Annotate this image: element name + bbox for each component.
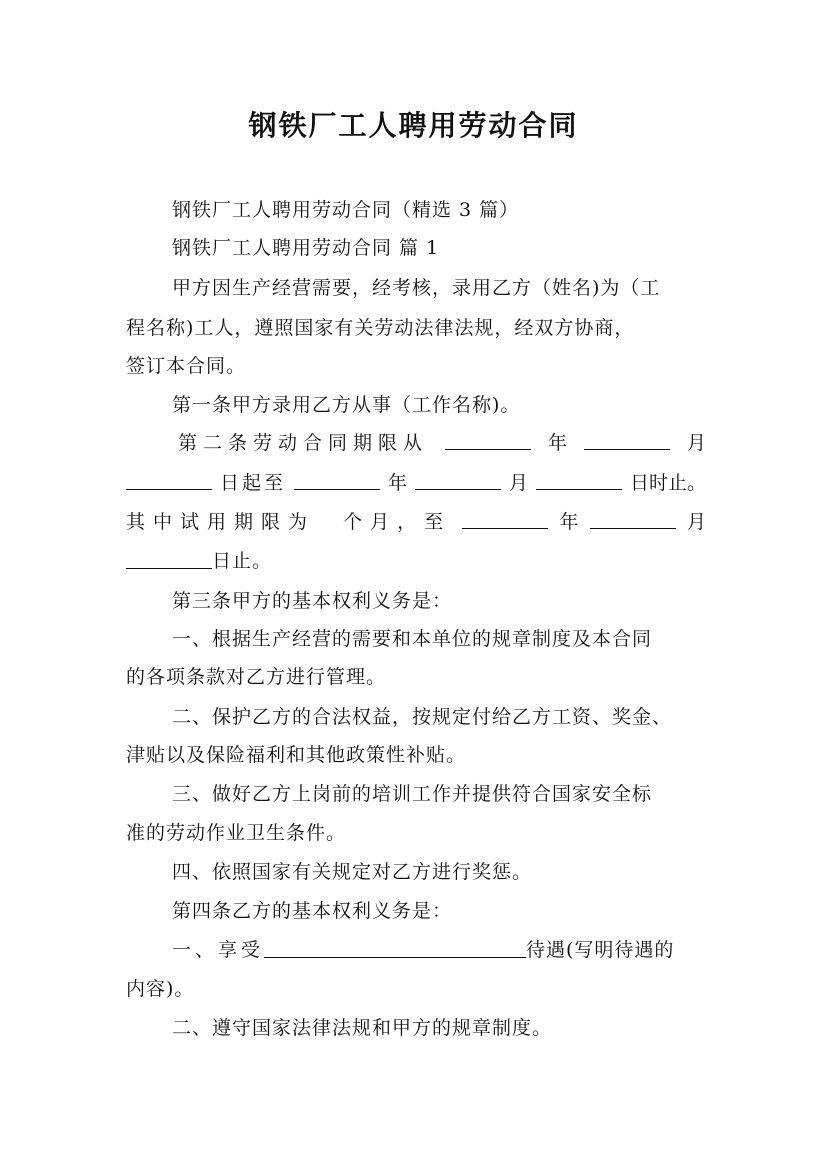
article-3-item2-line2: 津贴以及保险福利和其他政策性补贴。	[126, 744, 467, 766]
date-blank	[126, 471, 212, 490]
paragraph-intro-line1: 甲方因生产经营需要，经考核，录用乙方（姓名)为（工	[172, 277, 661, 299]
article-1: 第一条甲方录用乙方从事（工作名称)。	[172, 394, 521, 416]
date-blank	[126, 550, 212, 569]
document-title: 钢铁厂工人聘用劳动合同	[248, 109, 579, 142]
date-blank	[462, 510, 548, 529]
date-blank	[590, 510, 676, 529]
date-blank	[415, 471, 501, 490]
article-3-item4: 四、依照国家有关规定对乙方进行奖惩。	[172, 861, 533, 883]
date-blank	[294, 471, 380, 490]
article-4: 第四条乙方的基本权利义务是：	[172, 900, 453, 922]
text-fragment: 日时止。	[629, 472, 706, 494]
text-fragment: 月	[686, 511, 706, 533]
article-3-item3-line1: 三、做好乙方上岗前的培训工作并提供符合国家安全标	[172, 783, 653, 805]
article-4-item1-line1	[172, 938, 706, 962]
subtitle: 钢铁厂工人聘用劳动合同（精选 3 篇）	[172, 199, 520, 221]
text-fragment: 一、享受	[172, 939, 265, 961]
article-3: 第三条甲方的基本权利义务是：	[172, 590, 453, 612]
article-2-line4	[126, 549, 706, 573]
article-4-item1-line2: 内容)。	[126, 978, 195, 1000]
text-fragment: 第二条劳动合同期限从	[178, 432, 429, 454]
text-fragment: 月	[686, 432, 706, 454]
text-fragment: 年	[387, 472, 407, 494]
text-fragment: 月	[508, 472, 528, 494]
article-3-item1-line1: 一、根据生产经营的需要和本单位的规章制度及本合同	[172, 628, 653, 650]
text-fragment: 日止。	[212, 550, 273, 572]
article-3-item2-line1: 二、保护乙方的合法权益，按规定付给乙方工资、奖金、	[172, 706, 673, 728]
section-heading: 钢铁厂工人聘用劳动合同 篇 1	[172, 237, 440, 259]
article-3-item1-line2: 的各项条款对乙方进行管理。	[126, 666, 387, 688]
article-2-line3	[126, 510, 706, 534]
text-fragment: 其中试用期限为 个月，至	[126, 511, 452, 533]
article-4-item2: 二、遵守国家法律法规和甲方的规章制度。	[172, 1017, 553, 1039]
paragraph-intro-line2: 程名称)工人，遵照国家有关劳动法律法规，经双方协商，	[126, 317, 635, 339]
text-fragment: 年	[547, 432, 567, 454]
date-blank	[536, 471, 622, 490]
article-2-line2	[126, 471, 706, 495]
date-blank	[445, 431, 531, 450]
benefit-blank	[264, 939, 526, 958]
text-fragment: 待遇(写明待遇的	[526, 939, 675, 961]
date-blank	[584, 431, 670, 450]
article-3-item3-line2: 准的劳动作业卫生条件。	[126, 822, 347, 844]
text-fragment: 日起至	[219, 472, 286, 494]
article-2-line1	[126, 431, 706, 455]
text-fragment: 年	[559, 511, 579, 533]
paragraph-intro-line3: 签订本合同。	[126, 355, 247, 377]
